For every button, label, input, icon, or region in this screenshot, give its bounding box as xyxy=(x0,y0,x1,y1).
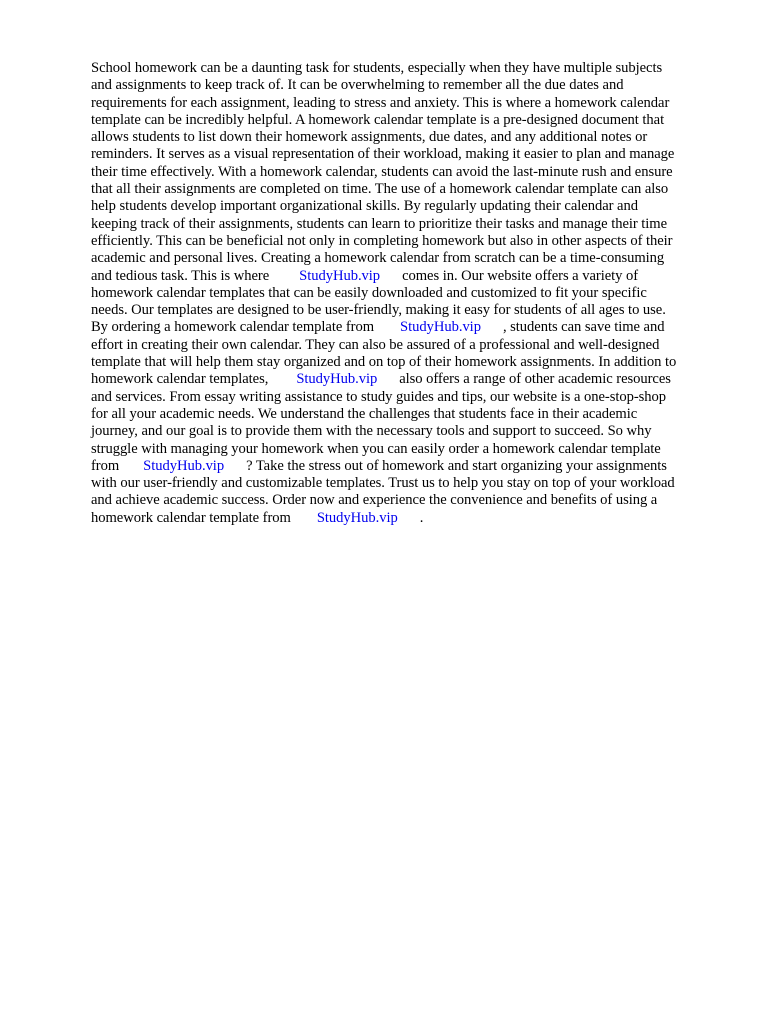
text-segment: reminders. It serves as a visual representation of their workload, making it easier to plan and manage xyxy=(91,146,675,163)
text-line xyxy=(91,354,731,371)
text-line xyxy=(91,406,731,423)
text-segment: needs. Our templates are designed to be user-friendly, making it easy for students of all ages to use. xyxy=(91,302,666,319)
studyhub-link[interactable]: StudyHub.vip xyxy=(400,319,481,336)
text-segment: homework calendar templates that can be easily downloaded and customized to fit your specific xyxy=(91,284,647,301)
text-line xyxy=(91,492,731,509)
text-segment: academic and personal lives. Creating a homework calendar from scratch can be a time-consuming xyxy=(91,250,665,267)
text-segment: template can be incredibly helpful. A homework calendar template is a pre-designed document that xyxy=(91,111,665,128)
studyhub-link[interactable]: StudyHub.vip xyxy=(143,457,225,474)
text-line xyxy=(91,216,731,233)
text-segment: homework calendar templates, xyxy=(91,371,269,388)
text-line xyxy=(91,95,731,112)
text-line xyxy=(91,319,731,336)
text-line xyxy=(91,146,731,163)
text-segment: journey, and our goal is to provide them with the necessary tools and support to succeed. So why xyxy=(91,423,652,440)
text-line xyxy=(91,181,731,198)
text-segment: and achieve academic success. Order now and experience the convenience and benefits of using a xyxy=(91,492,658,509)
text-line xyxy=(91,423,731,440)
text-segment: also offers a range of other academic resources xyxy=(399,371,671,388)
text-line xyxy=(91,441,731,458)
text-segment: comes in. Our website offers a variety of xyxy=(402,267,639,284)
text-line xyxy=(91,77,731,94)
text-segment: and services. From essay writing assistance to study guides and tips, our website is a one-stop-shop xyxy=(91,388,667,405)
studyhub-link[interactable]: StudyHub.vip xyxy=(299,267,381,284)
text-line xyxy=(91,198,731,215)
text-segment: ? Take the stress out of homework and start organizing your assignments xyxy=(246,457,667,474)
text-line xyxy=(91,112,731,129)
text-segment: that all their assignments are completed on time. The use of a homework calendar template can also xyxy=(91,181,669,198)
text-segment: with our user-friendly and customizable templates. Trust us to help you stay on top of your workload xyxy=(91,475,675,492)
text-segment: effort in creating their own calendar. They can also be assured of a professional and well-designed xyxy=(91,336,660,353)
text-line xyxy=(91,475,731,492)
text-line xyxy=(91,268,731,285)
text-segment: By ordering a homework calendar template from xyxy=(91,319,375,336)
text-line xyxy=(91,510,731,527)
text-segment: allows students to list down their homework assignments, due dates, and any additional notes or xyxy=(91,129,648,146)
text-segment: , students can save time and xyxy=(502,319,665,336)
text-segment: and assignments to keep track of. It can be overwhelming to remember all the due dates and xyxy=(91,77,624,94)
text-segment: and tedious task. This is where xyxy=(91,267,270,284)
text-segment: help students develop important organizational skills. By regularly updating their calendar and xyxy=(91,198,638,215)
text-line xyxy=(91,233,731,250)
text-line xyxy=(91,250,731,267)
text-segment: struggle with managing your homework when you can easily order a homework calendar template xyxy=(91,440,661,457)
text-line xyxy=(91,164,731,181)
text-line xyxy=(91,458,731,475)
text-segment: their time effectively. With a homework calendar, students can avoid the last-minute rush and ensure xyxy=(91,163,673,180)
text-line xyxy=(91,129,731,146)
studyhub-link[interactable]: StudyHub.vip xyxy=(316,509,398,526)
text-segment: template that will help them stay organized and on top of their homework assignments. In addition to xyxy=(91,354,677,371)
text-segment: efficiently. This can be beneficial not only in completing homework but also in other aspects of their xyxy=(91,232,673,249)
text-segment: requirements for each assignment, leading to stress and anxiety. This is where a homework calendar xyxy=(91,94,670,111)
text-segment: . xyxy=(419,509,424,526)
text-line xyxy=(91,302,731,319)
text-line xyxy=(91,371,731,388)
text-segment: for all your academic needs. We understand the challenges that students face in their academic xyxy=(91,405,638,422)
text-line xyxy=(91,337,731,354)
text-line xyxy=(91,285,731,302)
text-line xyxy=(91,60,731,77)
text-segment: School homework can be a daunting task for students, especially when they have multiple subjects xyxy=(91,60,663,76)
text-segment: homework calendar template from xyxy=(91,509,291,526)
studyhub-link[interactable]: StudyHub.vip xyxy=(296,371,378,388)
text-segment: keeping track of their assignments, students can learn to prioritize their tasks and manage their time xyxy=(91,215,668,232)
text-line xyxy=(91,389,731,406)
document-body xyxy=(91,60,731,527)
text-segment: from xyxy=(91,457,120,474)
